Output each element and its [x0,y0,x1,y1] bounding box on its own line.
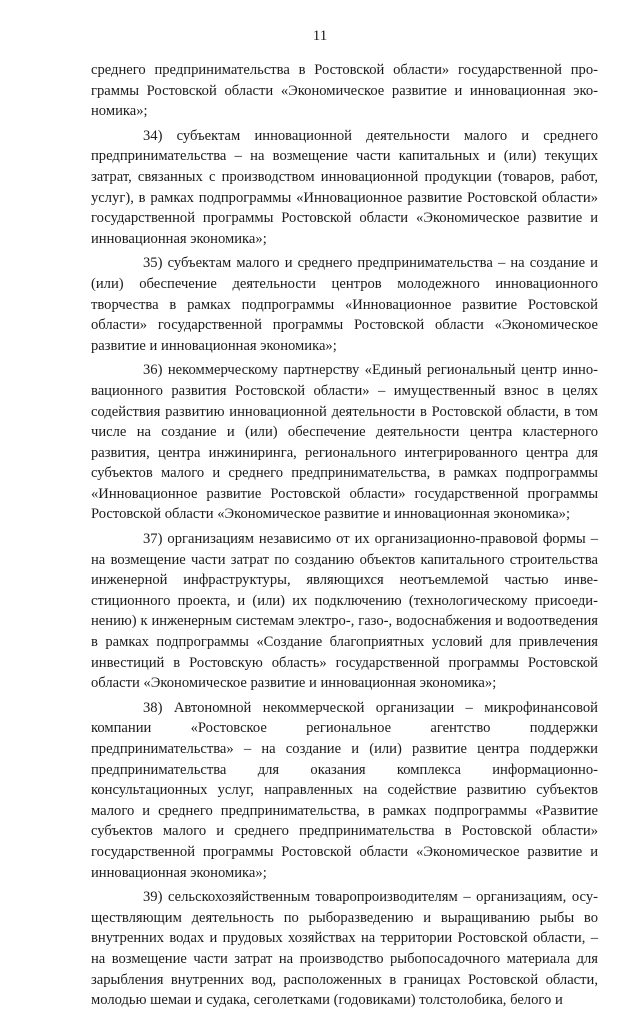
paragraph-item-36: 36) некоммерческому партнерству «Единый региональный центр инновационного развития Ростовской области» – имущественный взнос в целях содействия развитию инновационной деятельности в Ростовской области, в том числе на создание и (или) обеспечение деятельности центра кластерного развития, центра инжиниринга, регионального интегрированного центра для субъектов малого и среднего предпринимательства, в рамках подпрограммы «Инновационное развитие Ростовской области» государственной программы Ростовской области «Экономическое развитие и инновационная экономика»; [91,362,598,523]
paragraph-continuation: среднего предпринимательства в Ростовской области» государственной программы Ростовской области «Экономическое развитие и инновационная экономика»; [91,62,598,120]
paragraph-item-37: 37) организациям независимо от их организационно-правовой формы – на возмещение части затрат по созданию объектов капитального строительства инженерной инфраструктуры, являющихся неотъемлемой частью инвестиционного проекта, и (или) их подключению (технологическому присоединению) к инженерным системам электро-, газо-, водоснабжения и водоотведения в рамках подпрограммы «Создание благоприятных условий для привлечения инвестиций в Ростовскую область» государственной программы Ростовской области «Экономическое развитие и инновационная экономика»; [91,531,598,692]
page-number: 11 [312,28,328,44]
paragraph-item-34: 34) субъектам инновационной деятельности малого и среднего предпринимательства – на возмещение части капитальных и (или) текущих затрат, связанных с производством инновационной продукции (товаров, работ, услуг), в рамках подпрограммы «Инновационное развитие Ростовской области» государственной программы Ростовской области «Экономическое развитие и инновационная экономика»; [91,127,598,247]
paragraph-item-38: 38) Автономной некоммерческой организации – микрофинансовой компании «Ростовское региональное агентство поддержки предпринимательства» – на создание и (или) развитие центра поддержки предпринимательства для оказания комплекса информационно-консультационных услуг, направленных на содействие развитию субъектов малого и среднего предпринимательства, в рамках подпрограммы «Развитие субъектов малого и среднего предпринимательства в Ростовской области» государственной программы Ростовской области «Экономическое развитие и инновационная экономика»; [91,699,598,881]
paragraph-item-39: 39) сельскохозяйственным товаропроизводителям – организациям, осуществляющим деятельность по рыборазведению и выращиванию рыбы во внутренних водах и прудовых хозяйствах на территории Ростовской области, – на возмещение части затрат на производство рыбопосадочного материала для зарыбления внутренних вод, расположенных в границах Ростовской области, молодью шемаи и судака, сеголетками (годовиками) толстолобика, белого и [91,889,598,1009]
paragraph-item-35: 35) субъектам малого и среднего предпринимательства – на создание и (или) обеспечение деятельности центров молодежного инновационного творчества в рамках подпрограммы «Инновационное развитие Ростовской области» государственной программы Ростовской области «Экономическое развитие и инновационная экономика»; [91,255,598,354]
document-body [91,60,598,1015]
